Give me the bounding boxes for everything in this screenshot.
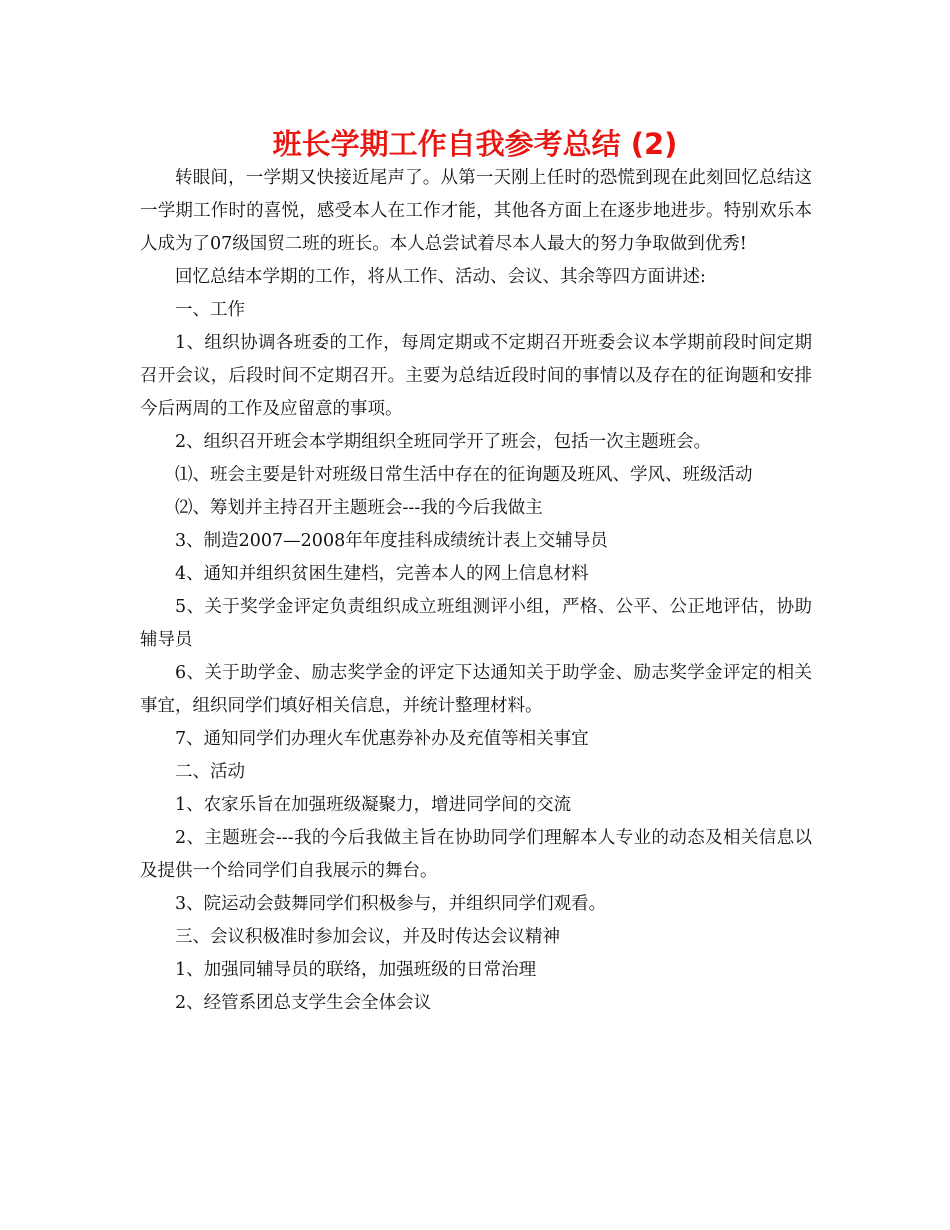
paragraph-work-4: 4、通知并组织贫困生建档，完善本人的网上信息材料 bbox=[175, 564, 589, 584]
document-body bbox=[140, 162, 812, 1020]
paragraph-activity-2: 2、主题班会---我的今后我做主旨在协助同学们理解本人专业的动态及相关信息以及提供一个给同学们自我展示的舞台。 bbox=[140, 828, 812, 881]
paragraph-work-3: 3、制造2007—2008年年度挂科成绩统计表上交辅导员 bbox=[175, 531, 608, 551]
paragraph-intro: 转眼间，一学期又快接近尾声了。从第一天刚上任时的恐慌到现在此刻回忆总结这一学期工作时的喜悦，感受本人在工作才能，其他各方面上在逐步地进步。特别欢乐本人成为了07级国贸二班的班长。本人总尝试着尽本人最大的努力争取做到优秀! bbox=[140, 168, 812, 254]
paragraph-work-2-sub-1: ⑴、班会主要是针对班级日常生活中存在的征询题及班风、学风、班级活动 bbox=[175, 465, 753, 485]
section-heading-work: 一、工作 bbox=[175, 300, 245, 320]
paragraph-work-6: 6、关于助学金、励志奖学金的评定下达通知关于助学金、励志奖学金评定的相关事宜，组织同学们填好相关信息，并统计整理材料。 bbox=[140, 663, 812, 716]
paragraph-work-1: 1、组织协调各班委的工作，每周定期或不定期召开班委会议本学期前段时间定期召开会议，后段时间不定期召开。主要为总结近段时间的事情以及存在的征询题和安排今后两周的工作及应留意的事项。 bbox=[140, 333, 812, 419]
paragraph-activity-1: 1、农家乐旨在加强班级凝聚力，增进同学间的交流 bbox=[175, 795, 572, 815]
paragraph-activity-3: 3、院运动会鼓舞同学们积极参与，并组织同学们观看。 bbox=[175, 894, 607, 914]
section-heading-activities: 二、活动 bbox=[175, 762, 245, 782]
paragraph-work-2-sub-2: ⑵、筹划并主持召开主题班会---我的今后我做主 bbox=[175, 498, 543, 518]
paragraph-work-2: 2、组织召开班会本学期组织全班同学开了班会，包括一次主题班会。 bbox=[175, 432, 712, 452]
paragraph-work-5: 5、关于奖学金评定负责组织成立班组测评小组，严格、公平、公正地评估，协助辅导员 bbox=[140, 597, 812, 650]
paragraph-meeting-1: 1、加强同辅导员的联络，加强班级的日常治理 bbox=[175, 960, 537, 980]
paragraph-overview: 回忆总结本学期的工作，将从工作、活动、会议、其余等四方面讲述: bbox=[175, 267, 706, 287]
paragraph-work-7: 7、通知同学们办理火车优惠券补办及充值等相关事宜 bbox=[175, 729, 589, 749]
document-title: 班长学期工作自我参考总结 (2) bbox=[272, 127, 678, 161]
paragraph-meeting-2: 2、经管系团总支学生会全体会议 bbox=[175, 993, 432, 1013]
section-heading-meetings: 三、会议积极准时参加会议，并及时传达会议精神 bbox=[175, 927, 560, 947]
